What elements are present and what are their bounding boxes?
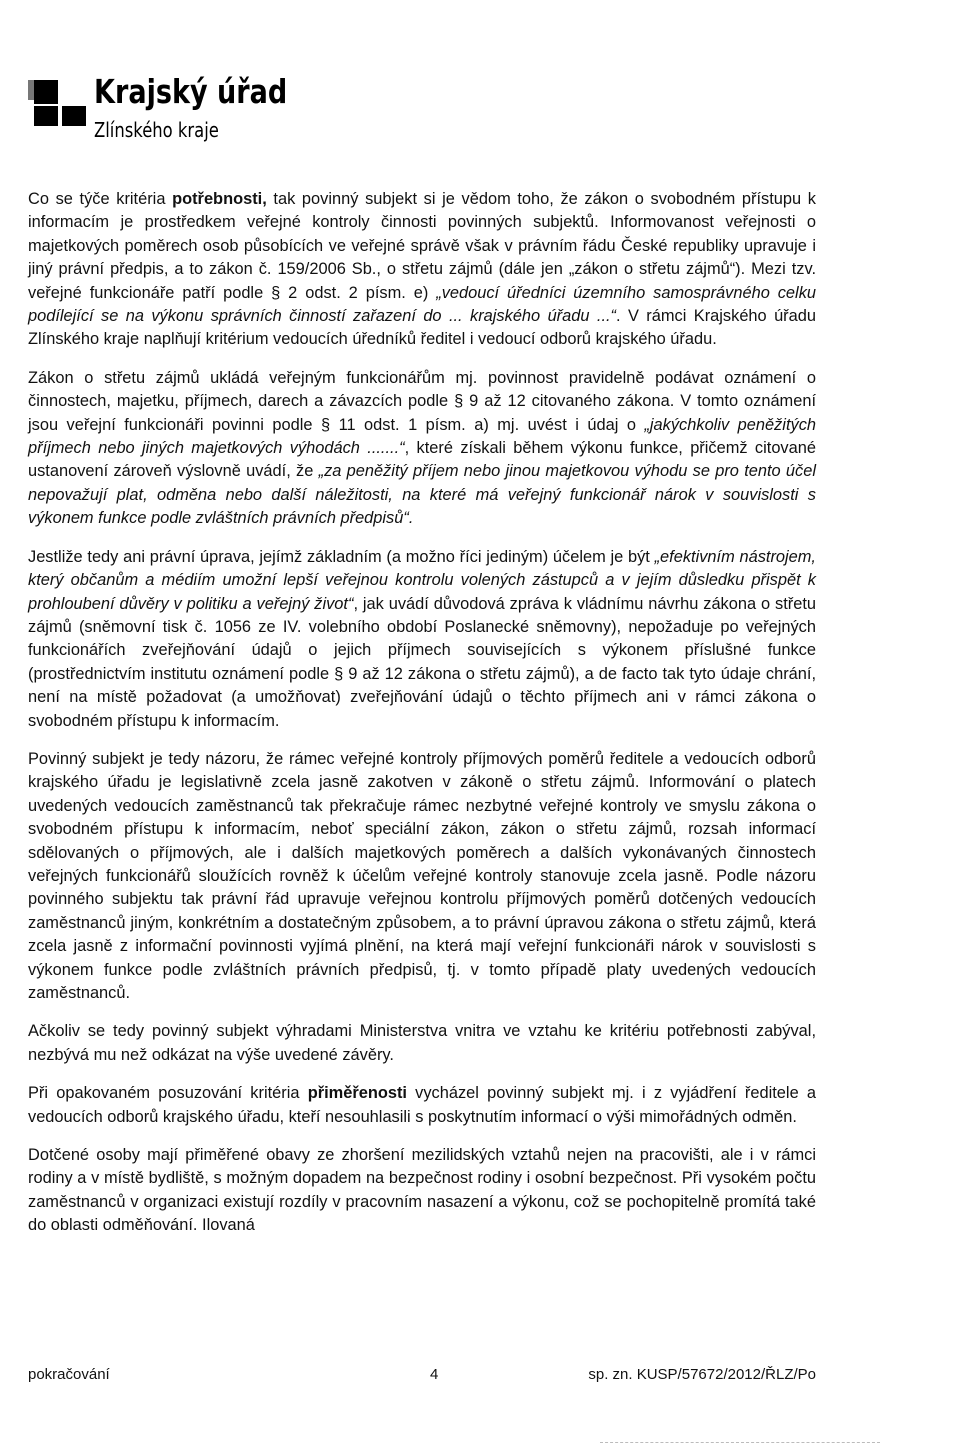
page-footer (28, 1366, 816, 1390)
quotation: „jakýchkoliv peněžitých příjmech nebo jiných majetkových výhodách .......“ (28, 415, 816, 458)
text-run: Zákon o střetu zájmů ukládá veřejným funkcionářům mj. povinnost pravidelně podávat oznámení o činnostech, majetku, příjmech, darech a závazcích podle § 9 až 12 citovaného zákona. V tomto oznámení jsou veřejní funkcionáři povinni podle § 11 odst. 1 písm. a) mj. uvést i údaj o (28, 368, 816, 434)
continuation-label: pokračování (28, 1366, 110, 1383)
paragraph (28, 1144, 816, 1238)
text-run: Jestliže tedy ani právní úprava, jejímž základním (a možno říci jediným) účelem je být (28, 547, 655, 566)
scan-artifact (600, 1442, 880, 1445)
text-run: Ačkoliv se tedy povinný subjekt výhradami Ministerstva vnitra ve vztahu ke kritériu potřebnosti zabýval, nezbývá mu než odkázat na výše uvedené závěry. (28, 1022, 816, 1064)
paragraph (28, 188, 816, 352)
document-body (28, 188, 816, 1253)
bold-term: potřebnosti, (172, 190, 267, 208)
bold-term: přiměřenosti (307, 1084, 407, 1103)
logo-square (34, 80, 58, 104)
logo-square (62, 106, 86, 126)
paragraph (28, 748, 816, 1005)
text-run: Při opakovaném posuzování kritéria (28, 1084, 308, 1103)
organization-region: Zlínského kraje (94, 118, 219, 142)
quotation: „vedoucí úředníci územního samosprávného celku podílející se na výkonu správních činností zařazení do ... krajského úřadu ...“ (28, 283, 816, 326)
text-run: vycházel povinný subjekt mj. i z vyjádření ředitele a vedoucích odborů krajského úřadu, kteří nesouhlasili s poskytnutím informací o výši mimořádných odměn. (28, 1084, 816, 1126)
paragraph (28, 367, 816, 531)
quotation: „efektivním nástrojem, který občanům a médiím umožní lepší veřejnou kontrolu volených zástupců a v jejím důsledku přispět k prohloubení důvěry v politiku a veřejný život“ (28, 547, 816, 613)
paragraph (28, 546, 816, 733)
text-run: Dotčené osoby mají přiměřené obavy ze zhoršení mezilidských vztahů nejen na pracovišti, ale i v rámci rodiny a v místě bydliště, s možným dopadem na bezpečnost rodiny i osobní bezpečnost. Při vysokém počtu zaměstnanců v organizaci existují rozdíly v pracovním nasazení a výkonu, což se pochopitelně promítá také do oblasti odměňování. Ilovaná (28, 1146, 816, 1235)
logo (28, 80, 88, 110)
logo-square (34, 106, 58, 126)
text-run: . V rámci Krajského úřadu Zlínského kraje naplňují kritérium vedoucích úředníků ředitel i vedoucí odborů krajského úřadu. (28, 307, 816, 349)
text-run: , které získali během výkonu funkce, přičemž citované ustanovení zároveň výslovně uvádí, že (28, 439, 816, 481)
page-number: 4 (430, 1366, 439, 1383)
quotation: „za peněžitý příjem nebo jinou majetkovou výhodu se pro tento účel nepovažují plat, odměna nebo další náležitosti, na které má veřejný funkcionář nárok v souvislosti s výkonem funkce podle zvláštních právních předpisů“. (28, 462, 816, 528)
organization-name: Krajský úřad (94, 72, 288, 111)
text-run: Povinný subjekt je tedy názoru, že rámec veřejné kontroly příjmových poměrů ředitele a vedoucích odborů krajského úřadu je legislativně zcela jasně zakotven v zákoně o střetu zájmů. Informování o platech uvedených vedoucích zaměstnanců tak překračuje rámec nezbytné veřejné kontroly ve smyslu zákona o svobodném přístupu k informacím, neboť speciální zákon, zákon o střetu zájmů, rozsah informací sdělovaných o příjmových, ale i dalších majetkových poměrech a dalších vykonávaných činnostech veřejných funkcionářů sloužících rovněž k účelům veřejné kontroly stanovuje zcela jasně. Podle názoru povinného subjektu tak právní řád upravuje veřejnou kontrolu příjmových poměrů dotčených vedoucích zaměstnanců jiným, konkrétním a dostatečným způsobem, a to právní úpravou zákona o střetu zájmů, která zcela jasně z informační povinnosti vyjímá plnění, na která mají veřejní funkcionáři nárok v souvislosti s výkonem funkce podle zvláštních právních předpisů, tj. v tomto případě platy uvedených vedoucích zaměstnanců. (28, 749, 816, 1002)
text-run: tak povinný subjekt si je vědom toho, že zákon o svobodném přístupu k informacím je prostředkem veřejné kontroly činnosti povinných subjektů. Informovanost veřejnosti o majetkových poměrech osob působících ve veřejné správě však v právním řádu České republiky upravuje i jiný právní předpis, a to zákon č. 159/2006 Sb., o střetu zájmů (dále jen „zákon o střetu zájmů“). Mezi tzv. veřejné funkcionáře patří podle § 2 odst. 2 písm. e) (28, 190, 816, 302)
paragraph (28, 1082, 816, 1129)
text-run: Co se týče kritéria (28, 190, 173, 208)
reference-number: sp. zn. KUSP/57672/2012/ŘLZ/Po (588, 1366, 816, 1383)
paragraph (28, 1020, 816, 1067)
text-run: , jak uvádí důvodová zpráva k vládnímu návrhu zákona o střetu zájmů (sněmovní tisk č. 1056 ze IV. volebního období Poslanecké sněmovny), nepožaduje po veřejných funkcionářích zveřejňování údajů o jejich příjmech souvisejících s výkonem příslušné funkce (prostřednictvím institutu oznámení podle § 9 až 12 zákona o střetu zájmů), a de facto tak tyto údaje chrání, není na místě požadovat (a umožňovat) zveřejňování údajů o těchto příjmech ani v rámci zákona o svobodném přístupu k informacím. (28, 594, 816, 730)
